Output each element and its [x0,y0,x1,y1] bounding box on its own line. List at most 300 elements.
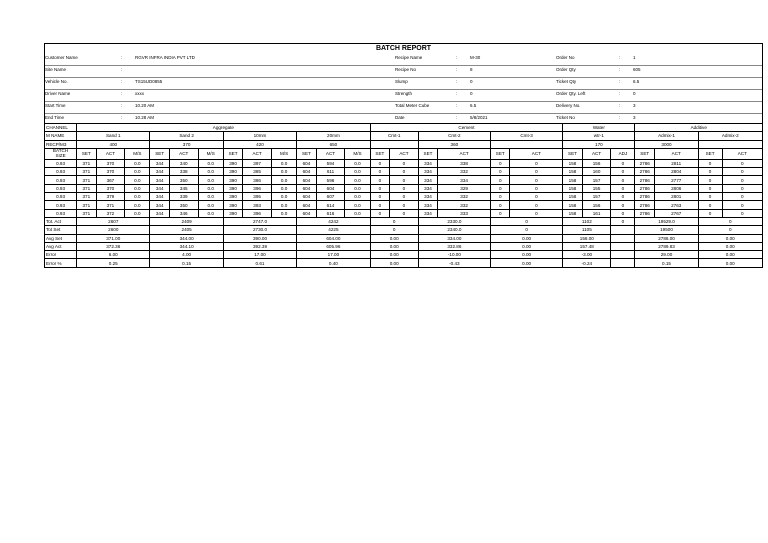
batch-value: 0.0 [345,168,370,176]
batch-size: 0.93 [45,193,77,201]
summary-value: 2789.83 [635,242,698,250]
batch-value: 157 [582,193,611,201]
col-head-act: ACT [169,148,198,159]
info-left-label: Driver Name [45,91,71,96]
batch-value: 344 [150,209,169,217]
batch-value: 0.0 [271,184,296,192]
batch-value: 158 [563,193,582,201]
batch-value: 0 [390,209,419,217]
table-row [45,234,763,242]
summary-value: 0 [490,226,562,234]
batch-value: 344 [150,168,169,176]
batch-value: 0.0 [198,176,223,184]
info-row-divider [45,113,762,114]
batch-value: 397 [243,159,272,167]
batch-value: 0 [370,193,389,201]
batch-value: 0 [370,168,389,176]
batch-value: 2786 [635,184,654,192]
batch-value: 0.0 [125,176,150,184]
batch-value: 344 [150,201,169,209]
batch-value: 334 [418,184,437,192]
info-right-label: Order Qty [556,67,576,72]
batch-value: 393 [243,201,272,209]
info-left-label: End Time [45,115,65,120]
batch-value: 604 [297,159,316,167]
summary-value: 0 [698,217,762,225]
col-head-set: SET [297,148,316,159]
col-head-act: ACT [390,148,419,159]
batch-value: 0 [611,184,635,192]
summary-value: -0.43 [418,259,490,267]
summary-value: 1102 [563,217,611,225]
batch-value: 156 [582,201,611,209]
row-label-mname: M NAME [45,132,77,140]
summary-value: 157.48 [563,242,611,250]
batch-value: 604 [316,184,345,192]
batch-value: 0.0 [345,193,370,201]
batch-value: 390 [223,159,242,167]
batch-value: 0 [611,159,635,167]
batch-value: 0 [722,159,762,167]
summary-value: 19529.0 [635,217,698,225]
info-colon: : [619,91,621,96]
batch-value: 0.0 [271,209,296,217]
summary-value: 0.25 [77,259,150,267]
batch-value: 0 [611,168,635,176]
batch-value: 371 [77,201,96,209]
summary-value: 0.00 [490,234,562,242]
batch-value: 158 [563,184,582,192]
summary-value: 0.15 [635,259,698,267]
info-right-value: 3 [633,115,636,120]
row-label-channel: CHANNEL [45,124,77,132]
material-sand2: Sand 2 [150,132,223,140]
summary-value: 2405 [150,226,223,234]
material-agg20: 20mm [297,132,370,140]
summary-value: 1105 [563,226,611,234]
info-right-value: 6.5 [633,79,640,84]
batch-value: 0 [722,184,762,192]
batch-label: BATCH [52,148,69,154]
info-left-value: 10.20 AM [135,103,155,108]
batch-value: 0 [390,168,419,176]
batch-value: 390 [223,184,242,192]
summary-value: 6.00 [77,251,150,259]
summary-value: 0.00 [490,259,562,267]
info-colon: : [121,115,123,120]
table-row [45,124,763,132]
table-row [45,159,763,167]
summary-value: 0.00 [490,251,562,259]
summary-label: Avg Set [45,234,77,242]
batch-value: 0.0 [345,184,370,192]
summary-value: 0.40 [297,259,370,267]
summary-value: 0 [611,217,635,225]
batch-value: 371 [77,193,96,201]
row-label-recipe: RECP/M3 [45,140,77,148]
batch-value: 396 [243,184,272,192]
recipe-cmt1 [370,140,418,148]
col-head-act: ACT [438,148,491,159]
col-head-act: ACT [654,148,698,159]
info-left-value: xxxx [135,91,144,96]
batch-value: 0 [698,193,722,201]
batch-value: 344 [150,159,169,167]
info-mid-label: Recipe Name [395,55,423,60]
summary-value: 29.00 [635,251,698,259]
batch-value: 2811 [654,159,698,167]
info-colon: : [121,55,123,60]
batch-value: 156 [582,159,611,167]
batch-value: 604 [297,176,316,184]
info-row-divider [45,101,762,102]
summary-value: 0 [370,217,418,225]
batch-value: 0 [722,209,762,217]
batch-value: 0 [390,201,419,209]
col-head-set: SET [223,148,242,159]
batch-value: 372 [96,209,125,217]
col-head-set: SET [150,148,169,159]
batch-value: 604 [297,184,316,192]
batch-value: 0.0 [271,201,296,209]
batch-value: 0 [490,209,509,217]
col-head-mvs: M/S [271,148,296,159]
batch-value: 371 [96,201,125,209]
summary-value: 19500 [635,226,698,234]
summary-value: 0.00 [370,251,418,259]
batch-value: 0 [390,159,419,167]
batch-value: 371 [77,184,96,192]
batch-value: 0 [611,209,635,217]
col-head-adj: ADJ [611,148,635,159]
info-colon: : [456,67,458,72]
material-wtr: wtr-1 [563,132,635,140]
info-right-label: Order Qty. Left [556,91,586,96]
batch-value: 0 [722,193,762,201]
recipe-wtr: 170 [563,140,635,148]
col-head-act: ACT [582,148,611,159]
info-colon: : [456,55,458,60]
info-mid-value: 0 [470,91,473,96]
batch-value: 0 [490,176,509,184]
batch-value: 2786 [635,209,654,217]
info-right-label: Ticket No [556,115,575,120]
summary-value: -10.00 [418,251,490,259]
info-right-label: Delivery No. [556,103,581,108]
batch-value: 390 [223,176,242,184]
summary-value: 4242 [297,217,370,225]
batch-value: 0.0 [125,209,150,217]
batch-value: 158 [563,201,582,209]
table-row [45,148,763,159]
batch-size: 0.93 [45,168,77,176]
info-colon: : [619,55,621,60]
batch-value: 604 [297,193,316,201]
col-head-set: SET [563,148,582,159]
recipe-agg10: 420 [223,140,296,148]
summary-value: -0.24 [563,259,611,267]
col-head-set: SET [635,148,654,159]
table-row [45,226,763,234]
info-mid-label: Total Meter Cube [395,103,430,108]
summary-value: 0.00 [698,234,762,242]
summary-value: 2600 [77,226,150,234]
batch-value: 339 [169,193,198,201]
col-head-mvs: M/S [198,148,223,159]
batch-value: 0 [390,184,419,192]
batch-value: 386 [243,176,272,184]
recipe-sand1: 400 [77,140,150,148]
material-cmt3: Cmt-3 [490,132,562,140]
batch-value: 340 [169,159,198,167]
batch-value: 334 [418,209,437,217]
batch-value: 0 [698,184,722,192]
batch-value: 0.0 [198,209,223,217]
batch-value: 0 [722,168,762,176]
batch-value: 0 [370,184,389,192]
col-head-set: SET [490,148,509,159]
summary-value: 0.61 [223,259,296,267]
batch-value: 350 [169,201,198,209]
batch-value: 0.0 [198,184,223,192]
batch-value: 0 [611,201,635,209]
batch-value: 604 [297,209,316,217]
table-row [45,242,763,250]
info-right-value: 1 [633,55,636,60]
batch-report [44,43,763,268]
info-colon: : [121,91,123,96]
summary-value: 605.96 [297,242,370,250]
batch-value: 0 [490,159,509,167]
batch-value: 370 [96,168,125,176]
summary-value: 0.00 [698,251,762,259]
material-agg10: 10mm [223,132,296,140]
batch-value: 334 [418,159,437,167]
info-mid-value: 6.5 [470,103,477,108]
batch-value: 616 [316,209,345,217]
summary-value: 2409 [150,217,223,225]
table-row [45,168,763,176]
group-aggregate: Aggregate [77,124,371,132]
table-row [45,201,763,209]
batch-value: 594 [316,159,345,167]
batch-value: 0 [490,193,509,201]
batch-value: 0.0 [345,159,370,167]
batch-value: 2804 [654,168,698,176]
col-head-set: SET [370,148,389,159]
batch-value: 350 [169,176,198,184]
table-row [45,184,763,192]
summary-value: -3.00 [563,251,611,259]
batch-value: 0.0 [271,176,296,184]
summary-value: 392.39 [223,242,296,250]
batch-value: 370 [96,184,125,192]
summary-value [611,251,635,259]
col-head-set: SET [77,148,96,159]
info-left-value: TS15UD0855 [135,79,163,84]
batch-value: 371 [77,176,96,184]
batch-value: 0.0 [345,176,370,184]
batch-value: 0 [722,176,762,184]
batch-value: 370 [96,159,125,167]
info-right-label: Order No [556,55,575,60]
material-adm2: Admix-2 [698,132,762,140]
batch-value: 607 [316,193,345,201]
batch-table [44,123,763,268]
batch-value: 367 [96,176,125,184]
batch-value: 0.0 [271,159,296,167]
batch-value: 0 [370,176,389,184]
col-head-act: ACT [96,148,125,159]
summary-value: 371.00 [77,234,150,242]
batch-value: 332 [438,201,491,209]
info-colon: : [619,103,621,108]
batch-value: 338 [438,159,491,167]
summary-value: 604.00 [297,234,370,242]
recipe-cmt2: 360 [418,140,490,148]
info-mid-value: M-30 [470,55,481,60]
batch-value: 2786 [635,201,654,209]
summary-value: 2747.0 [223,217,296,225]
batch-value: 334 [418,201,437,209]
batch-value: 0 [611,193,635,201]
info-mid-label: Strength [395,91,413,96]
summary-label: Tot. Act [45,217,77,225]
batch-value: 158 [563,176,582,184]
batch-value: 0 [510,159,563,167]
table-row [45,193,763,201]
summary-value: 0.00 [698,259,762,267]
summary-label: Tot Set [45,226,77,234]
batch-value: 0 [370,159,389,167]
batch-value: 345 [169,184,198,192]
info-colon: : [121,103,123,108]
batch-value: 0 [510,201,563,209]
batch-value: 157 [582,176,611,184]
info-left-label: Site Name [45,67,67,72]
recipe-adm2 [698,140,762,148]
batch-value: 334 [438,176,491,184]
summary-value: 2786.00 [635,234,698,242]
batch-value: 0.0 [198,159,223,167]
table-row [45,132,763,140]
batch-value: 0 [390,176,419,184]
material-cmt1: Cmt-1 [370,132,418,140]
summary-value: 390.00 [223,234,296,242]
batch-size: 0.93 [45,209,77,217]
info-left-value: 10.28 AM [135,115,155,120]
batch-value: 390 [223,209,242,217]
size-label: SIZE [55,152,66,158]
summary-value: 372.36 [77,242,150,250]
summary-label: Error % [45,259,77,267]
info-mid-label: Recipe No [395,67,417,72]
batch-value: 2786 [635,176,654,184]
summary-label: Error [45,251,77,259]
col-head-set: SET [418,148,437,159]
batch-value: 0 [490,184,509,192]
batch-value: 0.0 [198,168,223,176]
batch-value: 390 [223,201,242,209]
info-colon: : [456,103,458,108]
batch-value: 0.0 [198,193,223,201]
info-colon: : [619,67,621,72]
summary-value: 0.00 [370,234,418,242]
batch-value: 333 [438,209,491,217]
summary-value [611,242,635,250]
col-head-act: ACT [510,148,563,159]
summary-value: 17.00 [297,251,370,259]
summary-value: 2340.0 [418,226,490,234]
table-row [45,209,763,217]
batch-value: 2786 [635,168,654,176]
batch-value: 0 [490,201,509,209]
batch-value: 0 [510,184,563,192]
recipe-cmt3 [490,140,562,148]
batch-value: 0 [510,176,563,184]
row-label-batch-size [45,148,77,159]
table-row [45,176,763,184]
summary-value: 158.00 [563,234,611,242]
table-row [45,217,763,225]
info-mid-label: Date [395,115,405,120]
material-sand1: Sand 1 [77,132,150,140]
batch-size: 0.93 [45,176,77,184]
summary-value: 4.00 [150,251,223,259]
info-mid-label: Slump [395,79,408,84]
info-mid-value: 5/8/2021 [470,115,488,120]
batch-value: 604 [297,168,316,176]
info-row-divider [45,89,762,90]
table-row [45,259,763,267]
summary-value: 0.00 [370,242,418,250]
batch-value: 0.0 [345,209,370,217]
summary-value [611,234,635,242]
batch-value: 604 [297,201,316,209]
batch-value: 390 [223,168,242,176]
info-colon: : [121,67,123,72]
info-right-value: 0 [633,91,636,96]
col-head-set: SET [698,148,722,159]
batch-value: 2767 [654,209,698,217]
batch-value: 2763 [654,201,698,209]
batch-value: 334 [418,168,437,176]
batch-value: 396 [243,209,272,217]
report-info-section [44,53,763,123]
info-mid-value: 0 [470,79,473,84]
batch-value: 334 [418,176,437,184]
batch-value: 155 [582,184,611,192]
col-head-mvs: M/S [125,148,150,159]
batch-value: 329 [438,184,491,192]
batch-value: 0 [722,201,762,209]
batch-value: 0 [698,159,722,167]
summary-value [611,259,635,267]
info-row-divider [45,65,762,66]
summary-value: 344.10 [150,242,223,250]
info-row-divider [45,77,762,78]
info-colon: : [456,79,458,84]
summary-value: 0.15 [150,259,223,267]
batch-value: 0.0 [271,168,296,176]
info-colon: : [619,79,621,84]
batch-value: 2786 [635,193,654,201]
summary-value: 0.00 [490,242,562,250]
batch-value: 2801 [654,193,698,201]
summary-value: 332.86 [418,242,490,250]
summary-value: 0.00 [698,242,762,250]
info-right-value: 3 [633,103,636,108]
